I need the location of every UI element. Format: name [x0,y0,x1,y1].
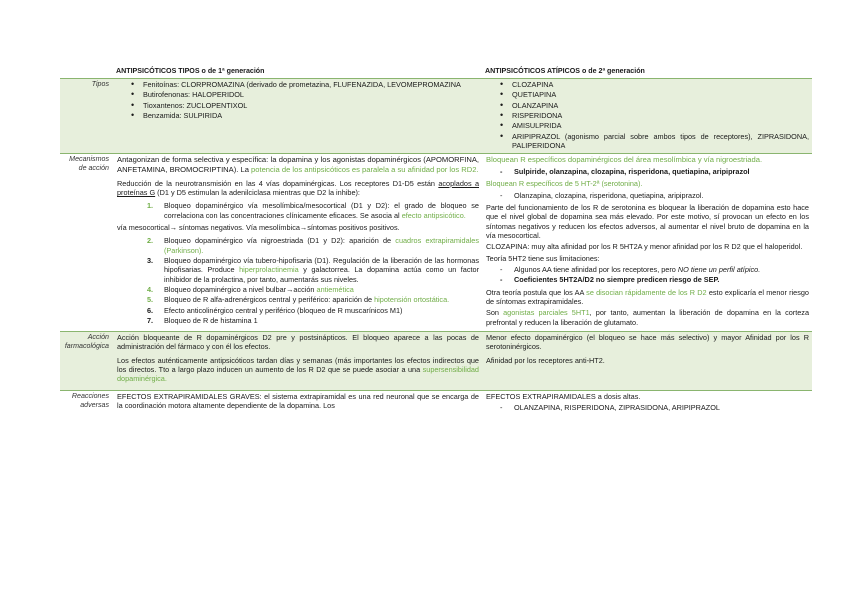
row-label: Acción farmacológica [64,333,109,351]
paragraph: Menor efecto dopaminérgico (el bloqueo se hace más selectivo) y mayor Afinidad por los R serotoninérgicos. [486,333,809,352]
highlight-text: potencia de los antipsicóticos es paralela a su afinidad por los RD2. [251,165,479,175]
list-item: • CLOZAPINA [500,80,809,89]
list-item: - Sulpiride, olanzapina, clozapina, risperidona, quetiapina, aripiprazol [500,167,809,176]
text-span: Otra teoría postula que los AA [486,287,587,297]
paragraph: EFECTOS EXTRAPIRAMIDALES a dosis altas. [486,391,641,401]
list-item [147,306,479,315]
list-item: - Coeficientes 5HT2A/D2 no siempre predicen riesgo de SEP. [500,275,809,284]
highlight-text: supersensibilidad dopaminérgica. [117,365,479,384]
list-item [147,295,479,304]
text-span: Bloqueo de R alfa-adrenérgicos central y periférico: aparición de [164,295,375,305]
italic-text: NO tiene un perfil atípico. [677,265,761,275]
header-atypical: ANTIPSICÓTICOS ATÍPICOS o de 2ª generación [482,65,812,79]
highlight-text: antiemética [316,285,354,295]
paragraph [117,155,479,174]
reacciones-typical-cell [113,390,482,417]
paragraph: Teoría 5HT2 tiene sus limitaciones: [486,253,600,263]
tipos-atypical-cell [482,79,812,154]
item-number: 4. [147,285,154,295]
list-item: • Tioxantenos: ZUCLOPENTIXOL [131,101,479,110]
list-item: • ARIPIPRAZOL (agonismo parcial sobre ambos tipos de receptores), ZIPRASIDONA, PALIPERIDONA [500,132,809,151]
paragraph: Afinidad por los receptores anti-HT2. [486,355,605,365]
row-label: Mecanismos de acción [69,155,109,173]
numbered-list [147,201,479,220]
paragraph: Parte del funcionamiento de los R de serotonina es bloquear la liberación de dopamina esto hace que el nivel global de dopamina sea más elevado. Por este motivo, sí provocan un efecto en los síntomas negativos y reducen los efectos adversos, al aumentar el nivel bruto de dopamina en la vía mesocortical. [486,203,809,241]
list-item: - OLANZAPINA, RISPERIDONA, ZIPRASIDONA, ARIPIPRAZOL [500,403,809,412]
list-item: • Fenitoínas: CLORPROMAZINA (derivado de prometazina, FLUFENAZIDA, LEVOMEPROMAZINA [131,80,479,89]
highlight-text: cuadros extrapiramidales (Parkinson). [164,236,479,255]
paragraph: CLOZAPINA: muy alta afinidad por los R 5HT2A y menor afinidad por los R D2 que el haloperidol. [486,242,803,252]
row-tipos [60,79,812,154]
mecanismos-typical-cell [113,154,482,332]
text-span: Efecto anticolinérgico central y periférico (bloqueo de R muscarínicos M1) [164,305,403,315]
text-span: y galactorrea. La dopamina actúa como un factor inhibidor de la prolactina, por tanto, aumentarás sus niveles. [164,265,480,284]
text-span: Algunos AA tiene afinidad por los receptores, pero [514,265,678,275]
text-span: esto explicaría el menor riesgo de síntomas extrapiramidales. [486,287,809,307]
highlight-text: efecto antipsicótico. [401,210,466,220]
text-span: Bloqueo dopaminérgico vía mesolímbica/mesocortical (D1 y D2): el grado de bloqueo se correlaciona con las concentraciones clínicamente eficaces. Se asocia al [164,201,479,220]
text-span: Antagonizan de forma selectiva y específica: la dopamina y los agonistas dopaminérgicos (APOMORFINA, ANFETAMINA, BROMOCRIPTINA). La [117,155,479,175]
text-span: Bloqueo dopaminérgico a nivel bulbar→acción [164,285,317,295]
underlined-text: acoplados a proteínas G [117,178,479,198]
list-item: • Benzamida: SULPIRIDA [131,111,479,120]
highlight-text: agonistas parciales 5HT1 [503,308,590,318]
list-item: - Olanzapina, clozapina, risperidona, quetiapina, aripiprazol. [500,191,809,200]
paragraph: Acción bloqueante de R dopaminérgicos D2 pre y postsinápticos. El bloqueo aparece a las pocas de administración del fármaco y con él los efectos. [117,333,479,352]
text-span: Los efectos auténticamente antipsicóticos tardan días y semanas (más importantes los efectos indirectos que los directos. Tto a largo plazo inducen un aumento de los R D2 que se puede asociar a una [117,355,479,374]
atypical-types-list [500,80,809,150]
highlight-text: se disocian rápidamente de los R D2 [586,287,707,297]
highlight-text: hiperprolactinemia [239,265,299,275]
row-reacciones [60,390,812,417]
text-span: (D1 y D5 estimulan la adenilciclasa mientras que D2 la inhibe): [155,188,360,198]
dash-list [500,191,809,200]
list-item [500,265,809,274]
item-number: 7. [147,316,154,326]
row-label: Reacciones adversas [71,391,109,409]
list-item: • AMISULPRIDA [500,121,809,130]
item-number: 1. [147,201,154,211]
dash-list [500,167,809,176]
typical-types-list [131,80,479,120]
paragraph [486,308,809,327]
item-number: 5. [147,295,154,305]
dash-list [500,265,809,285]
paragraph: vía mesocortical→ síntomas negativos. Vía mesolímbica→síntomas positivos positivos. [117,223,400,233]
antipsychotics-table [60,65,812,417]
row-label: Tipos [91,80,109,89]
paragraph: EFECTOS EXTRAPIRAMIDALES GRAVES: el sistema extrapiramidal es una red neuronal que se encarga de la coordinación motora altamente dependiente de la dopamina. Los [117,391,479,410]
tipos-typical-cell [113,79,482,154]
list-item: • OLANZAPINA [500,101,809,110]
row-mecanismos [60,154,812,332]
reacciones-atypical-cell [482,390,812,417]
row-accion [60,332,812,391]
text-span: , por tanto, aumentan la liberación de dopamina en la corteza prefrontal y reducen la liberación de glutamato. [486,308,810,327]
accion-typical-cell [113,332,482,391]
accion-atypical-cell [482,332,812,391]
list-item [147,256,479,284]
list-item: • QUETIAPINA [500,90,809,99]
list-item: • Butirofenonas: HALOPERIDOL [131,90,479,99]
item-number: 6. [147,305,154,315]
dash-list [500,403,809,412]
list-item: • RISPERIDONA [500,111,809,120]
list-item [147,285,479,294]
paragraph [117,356,479,384]
text-span: Bloqueo dopaminérgico vía tubero-hipofisaria (D1). Regulación de la liberación de las hormonas hipofisarias. Produce [164,256,479,275]
numbered-list [147,236,479,325]
mecanismos-atypical-cell [482,154,812,332]
text-span: Bloqueo de R de histamina 1 [164,316,258,326]
paragraph [486,288,809,307]
paragraph: Bloquean R específicos de 5 HT-2ª (serotonina). [486,179,643,189]
list-item [147,201,479,220]
highlight-text: hipotensión ortostática. [374,295,450,305]
text-span: Reducción de la neurotransmisión en las 4 vías dopaminérgicas. Los receptores D1-D5 están [117,178,439,188]
paragraph [117,179,479,198]
item-number: 3. [147,256,154,266]
header-row [60,65,812,79]
text-span: Bloqueo dopaminérgico vía nigroestriada (D1 y D2): aparición de [164,236,396,246]
item-number: 2. [147,236,154,246]
list-item [147,316,479,325]
header-typical: ANTIPSICÓTICOS TIPOS o de 1ª generación [113,65,482,79]
paragraph: Bloquean R específicos dopaminérgicos del área mesolímbica y vía nigroestriada. [486,155,763,165]
header-empty [60,65,113,79]
list-item [147,236,479,255]
text-span: Son [486,308,504,318]
